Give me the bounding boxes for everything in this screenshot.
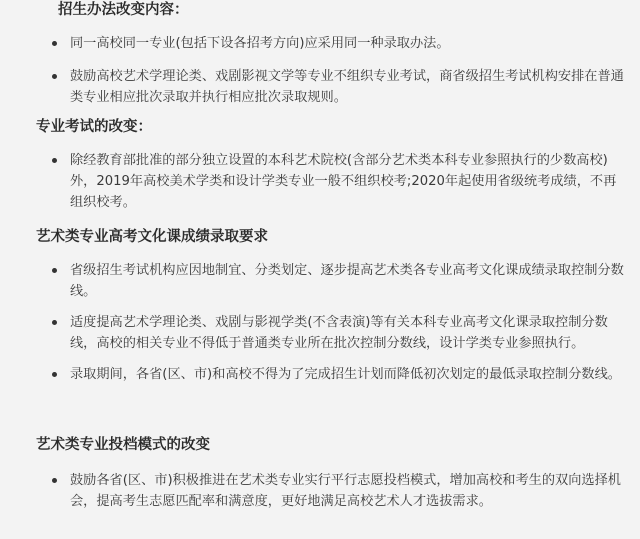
bullet-dot-icon xyxy=(52,268,57,273)
bullet-list xyxy=(36,260,628,385)
list-item xyxy=(36,260,628,302)
section-heading: 招生办法改变内容： xyxy=(58,2,189,18)
section-culture-score-requirements xyxy=(36,226,628,385)
list-item-text: 省级招生考试机构应因地制宜、分类划定、逐步提高艺术类各专业高考文化课成绩录取控制分数线。 xyxy=(70,263,624,299)
bullet-list xyxy=(36,150,628,213)
bullet-list xyxy=(36,33,628,108)
section-heading: 专业考试的改变： xyxy=(36,119,152,135)
bullet-dot-icon xyxy=(52,372,57,377)
list-item-text: 同一高校同一专业(包括下设各招考方向)应采用同一种录取办法。 xyxy=(70,36,450,51)
list-item-text: 鼓励各省(区、市)积极推进在艺术类专业实行平行志愿投档模式，增加高校和考生的双向选择机会，提高考生志愿匹配率和满意度，更好地满足高校艺术人才选拔需求。 xyxy=(70,473,621,509)
bullet-dot-icon xyxy=(52,41,57,46)
bullet-dot-icon xyxy=(52,158,57,163)
section-heading: 艺术类专业投档模式的改变 xyxy=(36,437,210,453)
section-professional-exam xyxy=(36,116,628,213)
list-item-text: 鼓励高校艺术学理论类、戏剧影视文学等专业不组织专业考试，商省级招生考试机构安排在普通类专业相应批次录取并执行相应批次录取规则。 xyxy=(70,69,624,105)
section-enrollment-method xyxy=(58,0,628,108)
list-item xyxy=(36,150,628,213)
list-item xyxy=(36,33,628,54)
bullet-dot-icon xyxy=(52,478,57,483)
list-item xyxy=(36,364,628,385)
bullet-dot-icon xyxy=(52,320,57,325)
list-item-text: 除经教育部批准的部分独立设置的本科艺术院校(含部分艺术类本科专业参照执行的少数高校)外，2019年高校美术学类和设计学类专业一般不组织校考;2020年起使用省级统考成绩，不再组织校考。 xyxy=(70,153,617,210)
list-item-text: 适度提高艺术学理论类、戏剧与影视学类(不含表演)等有关本科专业高考文化课录取控制分数线，高校的相关专业不得低于普通类专业所在批次控制分数线，设计学类专业参照执行。 xyxy=(70,315,608,351)
list-item xyxy=(36,470,628,512)
bullet-list xyxy=(36,470,628,512)
list-item xyxy=(36,312,628,354)
list-item-text: 录取期间，各省(区、市)和高校不得为了完成招生计划而降低初次划定的最低录取控制分数线。 xyxy=(70,367,621,382)
section-admission-mode xyxy=(36,434,628,512)
bullet-dot-icon xyxy=(52,74,57,79)
section-heading: 艺术类专业高考文化课成绩录取要求 xyxy=(36,229,268,245)
list-item xyxy=(36,66,628,108)
